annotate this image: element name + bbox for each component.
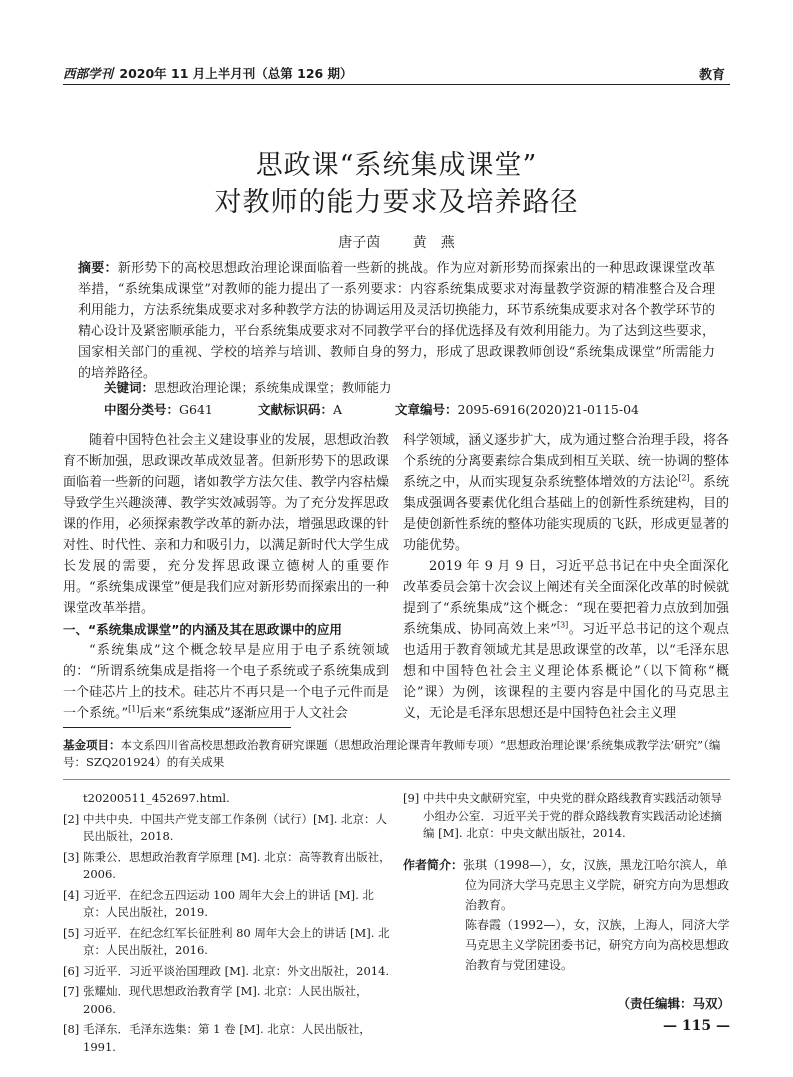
footnote-divider <box>63 727 291 728</box>
keywords-label: 关键词： <box>104 380 155 395</box>
issue-info: 2020年 11 月上半月刊（总第 126 期） <box>119 66 353 81</box>
author-intro-label: 作者简介： <box>403 858 464 872</box>
running-header <box>63 64 353 82</box>
citation-marker: [2] <box>678 473 690 483</box>
fund-text: 本文系四川省高校思想政治教育研究课题（思想政治理论课青年教师专项）“思想政治理论课‘系统集成教学法’研究”（编号：SZQ201924）的有关成果 <box>63 738 721 769</box>
reference-item: [3] 陈秉公．思想政治教育学原理 [M]. 北京：高等教育出版社，2006. <box>63 849 391 881</box>
page-number: — 115 — <box>663 1018 730 1034</box>
author-name: 唐子茵 <box>338 235 381 251</box>
document-code <box>258 400 342 418</box>
author-bio-text: 张琪（1998—），女，汉族，黑龙江哈尔滨人，单位为同济大学马克思主义学院，研究方向为思想政治教育。 <box>463 858 730 912</box>
journal-name: 西部学刊 <box>63 66 114 81</box>
reference-item: [4] 习近平．在纪念五四运动 100 周年大会上的讲话 [M]. 北京：人民出版社，2019. <box>63 887 374 919</box>
reference-item: t20200511_452697.html. <box>83 791 230 805</box>
header-divider <box>63 84 730 85</box>
body-column-right <box>403 430 729 724</box>
body-paragraph <box>403 430 729 556</box>
reference-item: [9] 中共中央文献研究室，中央党的群众路线教育实践活动领导小组办公室．习近平关于党的群众路线教育实践活动论述摘编 [M]. 北京：中央文献出版社，2014. <box>403 791 722 840</box>
article-number <box>395 400 639 418</box>
author-bio <box>403 855 733 915</box>
article-title-line1: 思政课“系统集成课堂” <box>255 150 538 181</box>
clc-value: G641 <box>179 402 213 417</box>
responsible-editor: （责任编辑：马双） <box>617 996 730 1011</box>
body-text: 2019 年 9 月 9 日，习近平总书记在中央全面深化改革委员会第十次会议上阐述有关全面深化改革的时候就提到了“系统集成”这个概念：“现在要把着力点放到加强系统集成、协同高效上来” <box>403 559 729 637</box>
keywords <box>104 378 392 396</box>
section-label: 教育 <box>698 68 725 83</box>
citation-marker: [3] <box>556 620 569 630</box>
references-left <box>63 790 393 1059</box>
reference-item: [2] 中共中央．中国共产党支部工作条例（试行）[M]. 北京：人民出版社，2018. <box>63 811 388 843</box>
body-text: “系统集成”这个概念较早是应用于电子系统领域的：“所谓系统集成是指将一个电子系统或子系统集成到一个硅芯片上的技术。硅芯片不再只是一个电子元件而是一个系统。” <box>63 643 389 721</box>
fund-label: 基金项目： <box>63 738 121 752</box>
body-paragraph <box>403 556 729 724</box>
body-text: 科学领域，涵义逐步扩大，成为通过整合治理手段，将各个系统的分离要素综合集成到相互关联、统一协调的整体系统之中，从而实现复杂系统整体增效的方法论 <box>403 433 729 490</box>
references-divider <box>63 779 730 780</box>
doccode-label: 文献标识码： <box>258 402 334 417</box>
references-right <box>403 790 733 846</box>
clc-number <box>104 400 213 418</box>
abstract <box>78 258 715 384</box>
abstract-text: 新形势下的高校思想政治理论课面临着一些新的挑战。作为应对新形势而探索出的一种思政课课堂改革举措，“系统集成课堂”对教师的能力提出了一系列要求：内容系统集成要求对海量教学资源的精准整合及合理利用能力，方法系统集成要求对多种教学方法的协调运用及灵活切换能力，环节系统集成要求对各个教学环节的精心设计及紧密顺承能力，平台系统集成要求对不同教学平台的择优选择及有效利用能力。为了达到这些要求，国家相关部门的重视、学校的培养与培训、教师自身的努力，形成了思政课教师创设“系统集成课堂”所需能力的培养路径。 <box>78 261 716 381</box>
abstract-label: 摘要： <box>78 261 118 276</box>
body-paragraph <box>63 640 389 724</box>
author-line <box>0 232 793 252</box>
fund-footnote <box>63 737 730 771</box>
citation-marker: [1] <box>128 704 140 714</box>
body-text: 。习近平总书记的这个观点也适用于教育领域尤其是思政课堂的改革，以“毛泽东思想和中国特色社会主义理论体系概论”（以下简称“概论”课）为例，该课程的主要内容是中国化的马克思主义，无论是毛泽东思想还是中国特色社会主义理 <box>403 622 729 721</box>
clc-label: 中图分类号： <box>104 402 180 417</box>
article-title-line2: 对教师的能力要求及培养路径 <box>214 187 579 218</box>
body-paragraph: 随着中国特色社会主义建设事业的发展，思想政治教育不断加强，思政课改革成效显著。但新形势下的思政课面临着一些新的问题，诸如教学方法欠佳、教学内容枯燥导致学生兴趣淡薄、教学实效减弱等。为了充分发挥思政课的作用，必须探索教学改革的新办法，增强思政课的针对性、时代性、亲和力和吸引力，以满足新时代大学生成长发展的需要，充分发挥思政课立德树人的重要作用。“系统集成课堂”便是我们应对新形势而探索出的一种课堂改革举措。 <box>63 433 389 616</box>
reference-item: [8] 毛泽东．毛泽东选集：第 1 卷 [M]. 北京：人民出版社，1991. <box>63 1022 371 1054</box>
articleno-label: 文章编号： <box>395 402 458 417</box>
reference-item: [5] 习近平．在纪念红军长征胜利 80 周年大会上的讲话 [M]. 北京：人民出版社，2016. <box>63 925 390 957</box>
author-introduction <box>403 855 733 975</box>
section-heading: 一、“系统集成课堂”的内涵及其在思政课中的应用 <box>63 622 342 637</box>
author-name: 黄 燕 <box>412 235 455 251</box>
keywords-text: 思想政治理论课；系统集成课堂；教师能力 <box>154 380 392 395</box>
body-text: 。系统集成强调各要素优化组合基础上的创新性系统建构，目的是使创新性系统的整体功能实现质的飞跃，形成更显著的功能优势。 <box>403 475 729 553</box>
reference-item: [7] 张耀灿．现代思想政治教育学 [M]. 北京：人民出版社，2006. <box>63 984 368 1016</box>
author-bio: 陈春霞（1992—），女，汉族，上海人，同济大学马克思主义学院团委书记，研究方向为高校思想政治教育与党团建设。 <box>465 918 730 972</box>
body-text: 后来“系统集成”逐渐应用于人文社会 <box>139 706 348 721</box>
articleno-value: 2095-6916(2020)21-0115-04 <box>457 402 639 417</box>
body-column-left <box>63 430 389 724</box>
reference-item: [6] 习近平．习近平谈治国理政 [M]. 北京：外文出版社，2014. <box>63 963 390 978</box>
doccode-value: A <box>333 402 343 417</box>
